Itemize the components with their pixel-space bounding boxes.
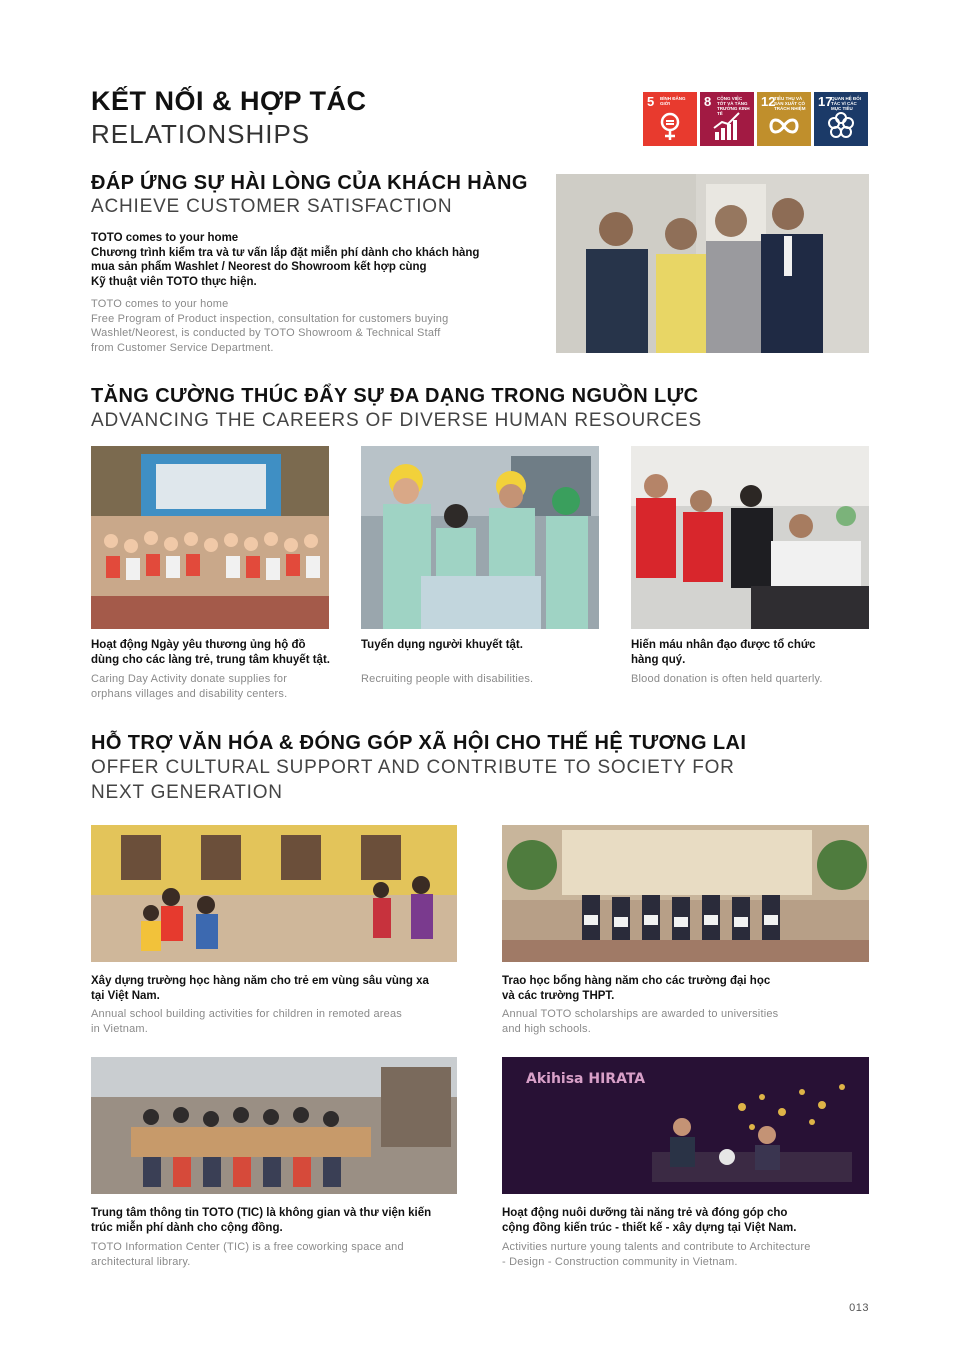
text-line: in Vietnam. bbox=[91, 1022, 149, 1035]
sdg-number: 17 bbox=[818, 94, 833, 109]
blood-donation-photo bbox=[631, 446, 869, 629]
section1-title: ĐÁP ỨNG SỰ HÀI LÒNG CỦA KHÁCH HÀNG bbox=[91, 172, 528, 194]
scholarship-caption-en bbox=[502, 1007, 869, 1036]
text-line: TOTO comes to your home bbox=[91, 298, 229, 310]
blood-donation-caption-en bbox=[631, 672, 869, 687]
text-line: Trao học bổng hàng năm cho các trường đại học bbox=[502, 975, 771, 987]
section1-description-en bbox=[91, 297, 531, 355]
toto-information-center-photo bbox=[91, 1057, 457, 1194]
text-line: Hiến máu nhân đạo được tổ chức bbox=[631, 639, 816, 651]
recruitment-caption-vi bbox=[361, 638, 599, 653]
text-line: Hoạt động Ngày yêu thương ủng hộ đồ bbox=[91, 639, 306, 651]
section1-subtitle: ACHIEVE CUSTOMER SATISFACTION bbox=[91, 196, 453, 217]
caring-day-caption-vi bbox=[91, 638, 351, 667]
sdg-badge-5 bbox=[643, 92, 697, 146]
text-line: Trung tâm thông tin TOTO (TIC) là không gian và thư viện kiến bbox=[91, 1207, 432, 1219]
recruitment-caption-en bbox=[361, 672, 599, 687]
sdg-label: CÔNG VIỆC TỐT VÀ TĂNG TRƯỞNG KINH TẾ bbox=[717, 96, 750, 116]
caring-day-caption-en bbox=[91, 672, 351, 701]
text-line: Annual school building activities for children in remoted areas bbox=[91, 1008, 402, 1020]
text-line: dùng cho các làng trẻ, trung tâm khuyết tật. bbox=[91, 653, 330, 666]
text-line: Free Program of Product inspection, consultation for customers buying bbox=[91, 312, 449, 325]
section2-subtitle: ADVANCING THE CAREERS OF DIVERSE HUMAN RESOURCES bbox=[91, 410, 702, 431]
sdg-label: TIÊU THỤ VÀ SẢN XUẤT CÓ TRÁCH NHIỆM bbox=[774, 96, 806, 111]
section3-subtitle-line2: NEXT GENERATION bbox=[91, 782, 283, 803]
section3-title: HỖ TRỢ VĂN HÓA & ĐÓNG GÓP XÃ HỘI CHO THẾ HỆ TƯƠNG LAI bbox=[91, 732, 747, 754]
text-line: Washlet/Neorest, is conducted by TOTO Showroom & Technical Staff bbox=[91, 327, 441, 339]
tic-caption-en bbox=[91, 1240, 471, 1269]
text-line: tại Việt Nam. bbox=[91, 989, 160, 1002]
text-line: hàng quý. bbox=[631, 653, 686, 666]
sdg-badges bbox=[643, 92, 868, 146]
school-building-photo bbox=[91, 825, 457, 962]
sdg-badge-17 bbox=[814, 92, 868, 146]
school-building-caption-en bbox=[91, 1007, 471, 1036]
text-line: Tuyển dụng người khuyết tật. bbox=[361, 639, 523, 651]
text-line: mua sản phẩm Washlet / Neorest do Showroom kết hợp cùng bbox=[91, 261, 427, 273]
text-line: Recruiting people with disabilities. bbox=[361, 673, 534, 685]
blood-donation-caption-vi bbox=[631, 638, 869, 667]
customer-visit-photo bbox=[556, 174, 869, 353]
recruitment-photo bbox=[361, 446, 599, 629]
text-line: Kỹ thuật viên TOTO thực hiện. bbox=[91, 275, 257, 288]
sdg-badge-8 bbox=[700, 92, 754, 146]
page-subtitle: RELATIONSHIPS bbox=[91, 119, 311, 149]
talent-caption-vi bbox=[502, 1206, 869, 1235]
sdg-number: 5 bbox=[647, 94, 655, 109]
text-line: architectural library. bbox=[91, 1255, 191, 1268]
text-line: orphans villages and disability centers. bbox=[91, 687, 288, 700]
text-line: TOTO comes to your home bbox=[91, 232, 239, 244]
section2-title: TĂNG CƯỜNG THÚC ĐẨY SỰ ĐA DẠNG TRONG NGUỒN LỰC bbox=[91, 385, 699, 407]
text-line: TOTO Information Center (TIC) is a free coworking space and bbox=[91, 1241, 404, 1253]
text-line: - Design - Construction community in Vietnam. bbox=[502, 1255, 738, 1268]
text-line: và các trường THPT. bbox=[502, 989, 615, 1002]
text-line: Caring Day Activity donate supplies for bbox=[91, 673, 288, 685]
talent-event-photo bbox=[502, 1057, 869, 1194]
sdg-number: 12 bbox=[761, 94, 776, 109]
text-line: and high schools. bbox=[502, 1022, 592, 1035]
text-line: from Customer Service Department. bbox=[91, 341, 274, 354]
scholarship-caption-vi bbox=[502, 974, 869, 1003]
sdg-number: 8 bbox=[704, 94, 712, 109]
talent-caption-en bbox=[502, 1240, 869, 1269]
school-building-caption-vi bbox=[91, 974, 471, 1003]
stage-banner-text: Akihisa HIRATA bbox=[526, 1071, 646, 1087]
sdg-label: BÌNH ĐẲNG GIỚI bbox=[660, 96, 686, 106]
page-number: 013 bbox=[849, 1302, 869, 1314]
page-title: KẾT NỐI & HỢP TÁC bbox=[91, 86, 367, 116]
text-line: Hoạt động nuôi dưỡng tài năng trẻ và đóng góp cho bbox=[502, 1207, 788, 1219]
text-line: cộng đồng kiến trúc - thiết kế - xây dựng tại Việt Nam. bbox=[502, 1221, 797, 1234]
caring-day-photo bbox=[91, 446, 329, 629]
text-line: Xây dựng trường học hàng năm cho trẻ em vùng sâu vùng xa bbox=[91, 975, 429, 987]
text-line: Chương trình kiểm tra và tư vấn lắp đặt miễn phí dành cho khách hàng bbox=[91, 246, 480, 259]
text-line: Annual TOTO scholarships are awarded to universities bbox=[502, 1008, 779, 1020]
scholarship-photo bbox=[502, 825, 869, 962]
tic-caption-vi bbox=[91, 1206, 471, 1235]
sdg-badge-12 bbox=[757, 92, 811, 146]
section1-description-vi bbox=[91, 231, 531, 289]
text-line: trúc miễn phí dành cho cộng đồng. bbox=[91, 1221, 283, 1234]
text-line: Blood donation is often held quarterly. bbox=[631, 673, 823, 685]
sdg-label: QUAN HỆ ĐỐI TÁC VÌ CÁC MỤC TIÊU bbox=[831, 96, 862, 111]
section3-subtitle-line1: OFFER CULTURAL SUPPORT AND CONTRIBUTE TO SOCIETY FOR bbox=[91, 757, 735, 778]
text-line: Activities nurture young talents and contribute to Architecture bbox=[502, 1241, 811, 1253]
